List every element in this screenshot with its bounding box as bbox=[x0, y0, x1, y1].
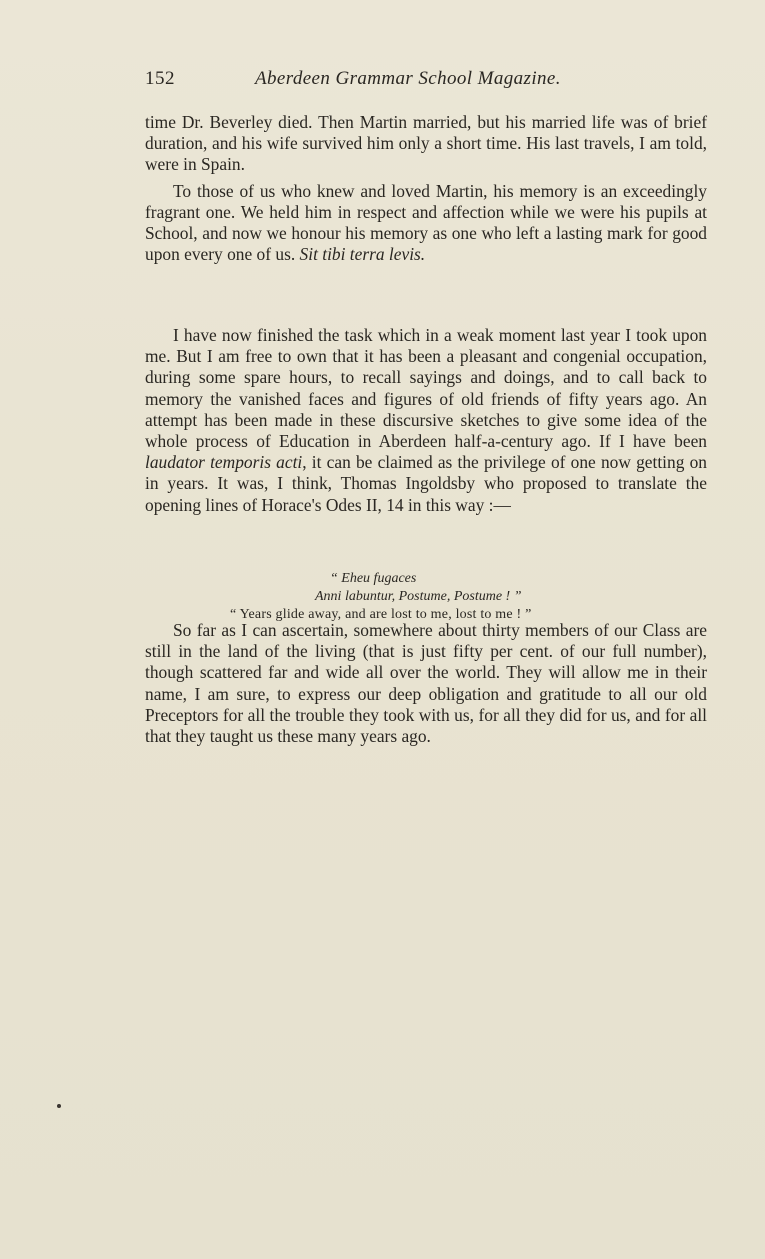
paragraph-1: time Dr. Beverley died. Then Martin married, but his married life was of brief duration, and his wife survived him only a short time. His last travels, I am told, were in Spain. bbox=[145, 112, 707, 175]
quote-translation: “ Years glide away, and are lost to me, lost to me ! ” bbox=[230, 607, 532, 622]
paragraph-3-text-b: , it can be claimed as the privilege of one now getting on in years. It was, I think, Thomas Ingoldsby who proposed to translate the opening lines of Horace's Odes II, 14 in this way :— bbox=[145, 452, 707, 515]
page-number: 152 bbox=[145, 68, 175, 89]
latin-phrase: laudator temporis acti bbox=[145, 452, 303, 473]
latin-epitaph: Sit tibi terra levis. bbox=[299, 244, 426, 265]
paragraph-2 bbox=[145, 181, 707, 266]
paragraph-3-text-a: I have now finished the task which in a weak moment last year I took upon me. But I am free to own that it has been a pleasant and congenial occupation, during some spare hours, to recall sayings and doings, and to call back to memory the vanished faces and figures of old friends of fifty years ago. An attempt has been made in these discursive sketches to give some idea of the whole process of Education in Aberdeen half-a-century ago. If I have been bbox=[145, 325, 707, 452]
paragraph-2-text: To those of us who knew and loved Martin, his memory is an exceedingly fragrant one. We held him in respect and affection while we were his pupils at School, and now we honour his memory as one who left a lasting mark for good upon every one of us. bbox=[145, 180, 707, 265]
running-title: Aberdeen Grammar School Magazine. bbox=[255, 68, 561, 89]
article-body bbox=[145, 112, 707, 265]
quote-line-2: Anni labuntur, Postume, Postume ! ” bbox=[315, 589, 522, 604]
paragraph-4: So far as I can ascertain, somewhere about thirty members of our Class are still in the land of the living (that is just fifty per cent. of our full number), though scattered far and wide all over the world. They will allow me in their name, I am sure, to express our deep obligation and gratitude to all our old Preceptors for all the trouble they took with us, for all they did for us, and for all that they taught us these many years ago. bbox=[145, 620, 707, 747]
quote-line-1: “ Eheu fugaces bbox=[330, 571, 417, 586]
page-header bbox=[145, 68, 705, 96]
ink-speck bbox=[57, 1104, 61, 1108]
paragraph-3 bbox=[145, 325, 707, 516]
